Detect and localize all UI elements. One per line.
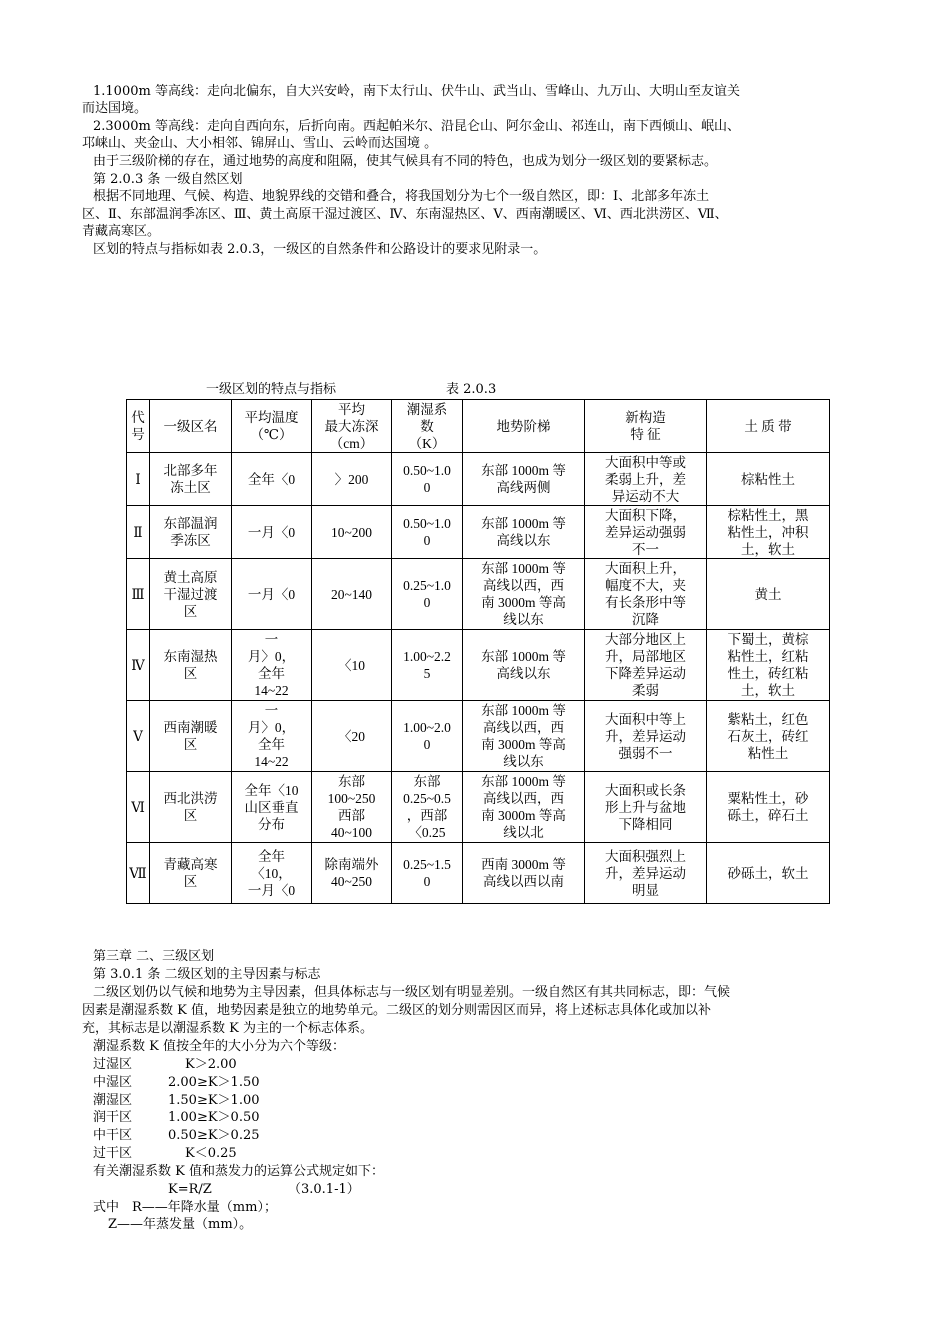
table-cell: 〈10 bbox=[312, 630, 392, 701]
definition-r: 式中 R——年降水量（mm）； bbox=[93, 1200, 277, 1215]
humidity-level-condition: 2.00≥K＞1.50 bbox=[168, 1074, 260, 1090]
humidity-level-item bbox=[93, 1074, 260, 1091]
table-cell: 东南湿热 区 bbox=[150, 630, 232, 701]
ch3-paragraph-1-line-3: 充，其标志是以潮湿系数 K 为主的一个标志体系。 bbox=[82, 1021, 373, 1036]
table-row bbox=[127, 701, 830, 772]
table-cell: 大面积下降， 差异运动强弱 不一 bbox=[585, 506, 707, 559]
table-cell: Ⅳ bbox=[127, 630, 150, 701]
table-cell: 大面积上升， 幅度不大，夹 有长条形中等 沉降 bbox=[585, 559, 707, 630]
table-cell: 东部 0.25~0.5 ，西部 〈0.25 bbox=[392, 772, 463, 843]
table-cell: 东部 1000m 等 高线两侧 bbox=[463, 453, 585, 506]
humidity-level-item bbox=[93, 1127, 260, 1144]
humidity-level-name: 润干区 bbox=[93, 1110, 133, 1126]
table-header-cell: 平均温度 （℃） bbox=[232, 400, 312, 453]
table-cell: 砂砾土，软土 bbox=[707, 843, 830, 904]
table-caption: 一级区划的特点与指标 bbox=[206, 382, 337, 397]
intro-paragraph-5-line-2: 区、Ⅱ、东部温润季冻区、Ⅲ、黄土高原干湿过渡区、Ⅳ、东南湿热区、Ⅴ、西南潮暖区、Ⅵ、西北洪涝区、Ⅶ、 bbox=[82, 207, 728, 222]
table-cell: 除南端外 40~250 bbox=[312, 843, 392, 904]
table-cell: 东部 100~250 西部 40~100 bbox=[312, 772, 392, 843]
table-cell: 全年 〈10， 一月〈0 bbox=[232, 843, 312, 904]
chapter-title: 第三章 二、三级区划 bbox=[93, 949, 215, 964]
intro-paragraph-6: 区划的特点与指标如表 2.0.3，一级区的自然条件和公路设计的要求见附录一。 bbox=[93, 242, 547, 257]
humidity-level-name: 过干区 bbox=[93, 1146, 133, 1161]
formula-number: （3.0.1-1） bbox=[288, 1182, 360, 1197]
intro-paragraph-2-line-2: 邛崃山、夹金山、大小相邻、锦屏山、雪山、云岭而达国境 。 bbox=[82, 136, 438, 151]
table-cell: 0.25~1.0 0 bbox=[392, 559, 463, 630]
intro-paragraph-1-line-2: 而达国境。 bbox=[82, 101, 148, 116]
table-cell: 大面积中等上 升，差异运动 强弱不一 bbox=[585, 701, 707, 772]
table-cell: 大面积强烈上 升，差异运动 明显 bbox=[585, 843, 707, 904]
table-header-cell: 土 质 带 bbox=[707, 400, 830, 453]
table-cell: Ⅲ bbox=[127, 559, 150, 630]
humidity-level-item bbox=[93, 1109, 260, 1126]
table-cell: 一 月〉0， 全年 14~22 bbox=[232, 701, 312, 772]
table-cell: 一 月〉0， 全年 14~22 bbox=[232, 630, 312, 701]
humidity-level-item bbox=[93, 1145, 237, 1162]
intro-paragraph-2-line-1: 2.3000m 等高线：走向自西向东，后折向南。西起帕米尔、沿昆仑山、阿尔金山、祁连山，南下西倾山、岷山、 bbox=[93, 119, 740, 134]
humidity-level-condition: K＜0.25 bbox=[185, 1146, 237, 1161]
table-cell: 全年〈0 bbox=[232, 453, 312, 506]
table-cell: Ⅶ bbox=[127, 843, 150, 904]
table-cell: 粟粘性土，砂 砾土，碎石土 bbox=[707, 772, 830, 843]
table-cell: Ⅵ bbox=[127, 772, 150, 843]
table-cell: 〈20 bbox=[312, 701, 392, 772]
table-cell: 西南潮暖 区 bbox=[150, 701, 232, 772]
humidity-level-item bbox=[93, 1056, 237, 1073]
zone-table bbox=[126, 399, 830, 904]
table-cell: 西北洪涝 区 bbox=[150, 772, 232, 843]
table-cell: 东部 1000m 等 高线以西，西 南 3000m 等高 线以东 bbox=[463, 559, 585, 630]
ch3-paragraph-1-line-2: 因素是潮湿系数 K 值，地势因素是独立的地势单元。二级区的划分则需因区而异，将上述标志具体化或加以补 bbox=[82, 1003, 711, 1018]
table-cell: 东部 1000m 等 高线以东 bbox=[463, 630, 585, 701]
intro-paragraph-5-line-1: 根据不同地理、气候、构造、地貌界线的交错和叠合，将我国划分为七个一级自然区，即：Ⅰ、北部多年冻土 bbox=[93, 189, 710, 204]
humidity-level-condition: 1.00≥K＞0.50 bbox=[168, 1110, 260, 1126]
table-cell: 20~140 bbox=[312, 559, 392, 630]
table-cell: 一月〈0 bbox=[232, 506, 312, 559]
table-row bbox=[127, 453, 830, 506]
humidity-level-name: 中湿区 bbox=[93, 1074, 133, 1090]
table-cell: 1.00~2.0 0 bbox=[392, 701, 463, 772]
humidity-level-condition: 1.50≥K＞1.00 bbox=[168, 1092, 260, 1108]
table-cell: 东部 1000m 等 高线以西，西 南 3000m 等高 线以东 bbox=[463, 701, 585, 772]
table-cell: 黄土高原 干湿过渡 区 bbox=[150, 559, 232, 630]
table-row bbox=[127, 843, 830, 904]
section-heading-3-0-1: 第 3.0.1 条 二级区划的主导因素与标志 bbox=[93, 967, 321, 982]
table-cell: 西南 3000m 等 高线以西以南 bbox=[463, 843, 585, 904]
table-header-cell: 潮湿系 数 （K） bbox=[392, 400, 463, 453]
table-cell: 全年〈10 山区垂直 分布 bbox=[232, 772, 312, 843]
humidity-level-condition: K＞2.00 bbox=[185, 1057, 237, 1072]
humidity-level-name: 潮湿区 bbox=[93, 1092, 133, 1108]
table-cell: 〉200 bbox=[312, 453, 392, 506]
humidity-level-item bbox=[93, 1092, 260, 1109]
table-header-cell: 新构造 特 征 bbox=[585, 400, 707, 453]
table-row bbox=[127, 559, 830, 630]
table-cell: 棕粘性土 bbox=[707, 453, 830, 506]
table-cell: 棕粘性土，黑 粘性土，冲积 土，软土 bbox=[707, 506, 830, 559]
table-cell: 东部 1000m 等 高线以西，西 南 3000m 等高 线以北 bbox=[463, 772, 585, 843]
table-cell: 大面积中等或 柔弱上升，差 异运动不大 bbox=[585, 453, 707, 506]
table-cell: 北部多年 冻土区 bbox=[150, 453, 232, 506]
table-cell: Ⅰ bbox=[127, 453, 150, 506]
table-cell: 10~200 bbox=[312, 506, 392, 559]
intro-paragraph-3: 由于三级阶梯的存在，通过地势的高度和阻隔，使其气候具有不同的特色，也成为划分一级区划的要紧标志。 bbox=[93, 154, 718, 169]
table-cell: 紫粘土，红色 石灰土，砖红 粘性土 bbox=[707, 701, 830, 772]
ch3-paragraph-1-line-1: 二级区划仍以气候和地势为主导因素，但具体标志与一级区划有明显差别。一级自然区有其共同标志，即：气候 bbox=[93, 985, 731, 1000]
table-cell: 一月〈0 bbox=[232, 559, 312, 630]
table-cell: 0.50~1.0 0 bbox=[392, 453, 463, 506]
table-cell: Ⅴ bbox=[127, 701, 150, 772]
table-row bbox=[127, 630, 830, 701]
intro-paragraph-1-line-1: 1.1000m 等高线：走向北偏东，自大兴安岭，南下太行山、伏牛山、武当山、雪峰山、九万山、大明山至友谊关 bbox=[93, 84, 740, 99]
table-cell: 0.50~1.0 0 bbox=[392, 506, 463, 559]
table-cell: 下蜀土，黄棕 粘性土，红粘 性土，砖红粘 土，软土 bbox=[707, 630, 830, 701]
ch3-paragraph-2: 潮湿系数 K 值按全年的大小分为六个等级： bbox=[93, 1039, 345, 1054]
table-cell: 1.00~2.2 5 bbox=[392, 630, 463, 701]
table-header-row bbox=[127, 400, 830, 453]
humidity-level-name: 过湿区 bbox=[93, 1057, 133, 1072]
table-cell: Ⅱ bbox=[127, 506, 150, 559]
table-cell: 0.25~1.5 0 bbox=[392, 843, 463, 904]
table-header-cell: 一级区名 bbox=[150, 400, 232, 453]
table-cell: 黄土 bbox=[707, 559, 830, 630]
table-number: 表 2.0.3 bbox=[446, 382, 497, 397]
section-heading-2-0-3: 第 2.0.3 条 一级自然区划 bbox=[93, 172, 243, 187]
table-cell: 青藏高寒 区 bbox=[150, 843, 232, 904]
ch3-paragraph-3: 有关潮湿系数 K 值和蒸发力的运算公式规定如下： bbox=[93, 1164, 384, 1179]
humidity-level-condition: 0.50≥K＞0.25 bbox=[168, 1128, 260, 1144]
table-header-cell: 地势阶梯 bbox=[463, 400, 585, 453]
table-row bbox=[127, 772, 830, 843]
table-row bbox=[127, 506, 830, 559]
table-cell: 东部 1000m 等 高线以东 bbox=[463, 506, 585, 559]
definition-z: Z——年蒸发量（mm）。 bbox=[108, 1217, 253, 1232]
table-header-cell: 平均 最大冻深 （cm） bbox=[312, 400, 392, 453]
intro-paragraph-5-line-3: 青藏高寒区。 bbox=[82, 224, 161, 239]
table-header-cell: 代 号 bbox=[127, 400, 150, 453]
formula: K=R/Z bbox=[168, 1182, 212, 1197]
table-cell: 东部温润 季冻区 bbox=[150, 506, 232, 559]
humidity-level-name: 中干区 bbox=[93, 1128, 133, 1144]
table-cell: 大部分地区上 升，局部地区 下降差异运动 柔弱 bbox=[585, 630, 707, 701]
table-cell: 大面积或长条 形上升与盆地 下降相同 bbox=[585, 772, 707, 843]
